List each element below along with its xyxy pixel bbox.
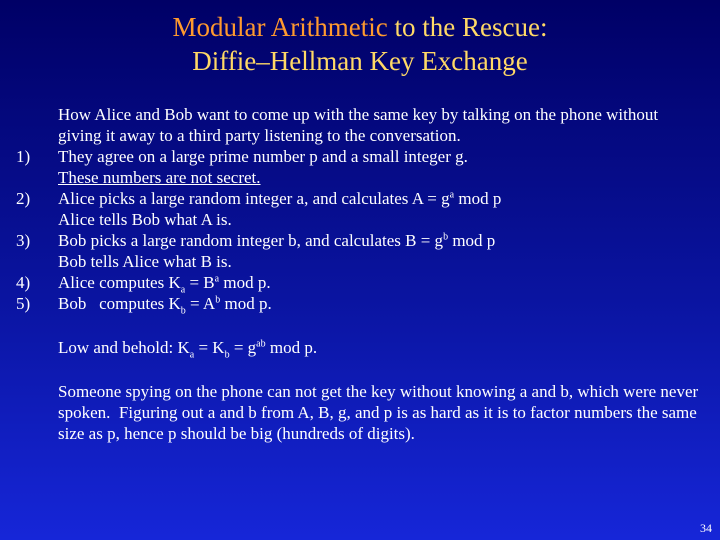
step-1-note: These numbers are not secret. (58, 168, 261, 187)
step-number: 2) (16, 189, 31, 208)
behold-text: Low and behold: $K_a = K_b = g^{ab}$ mod p. (58, 338, 318, 361)
slide-number: 34 (700, 521, 712, 535)
step-3 (14, 230, 704, 272)
step-5-text: Bob computes $K_b = A^b$ mod p. (58, 294, 272, 317)
behold-line (14, 337, 704, 361)
slide-body (14, 104, 704, 444)
step-3-text: Bob picks a large random integer b, and calculates $B = g^b$ mod p (58, 231, 496, 250)
title-highlight: Modular Arithmetic (172, 12, 388, 42)
step-4-text: Alice computes $K_a = B^a$ mod p. (58, 273, 271, 296)
step-3-note: Bob tells Alice what B is. (58, 252, 232, 271)
step-1 (14, 146, 704, 188)
intro-text: How Alice and Bob want to come up with the same key by talking on the phone without giving it away to a third party listening to the conversation. (58, 105, 659, 145)
step-2 (14, 188, 704, 230)
step-1-text: They agree on a large prime number p and a small integer g. (58, 147, 468, 166)
step-2-text: Alice picks a large random integer a, and calculates $A = g^a$ mod p (58, 189, 502, 208)
step-5 (14, 293, 704, 317)
step-number: 4) (16, 273, 31, 292)
step-number: 3) (16, 231, 31, 250)
slide-title (0, 10, 720, 78)
step-number: 1) (16, 147, 31, 166)
conclusion-paragraph (14, 381, 704, 444)
step-4 (14, 272, 704, 296)
title-rest: to the Rescue: (387, 12, 548, 42)
title-line2: Diffie–Hellman Key Exchange (192, 46, 528, 76)
intro-paragraph (14, 104, 704, 146)
conclusion-text: Someone spying on the phone can not get the key without knowing a and b, which were never spoken. Figuring out a and b from A, B, g, and p is as hard as it is to factor numbers the same size as p, hence p should be big (hundreds of digits). (58, 382, 703, 443)
step-number: 5) (16, 294, 31, 313)
step-2-note: Alice tells Bob what A is. (58, 210, 232, 229)
